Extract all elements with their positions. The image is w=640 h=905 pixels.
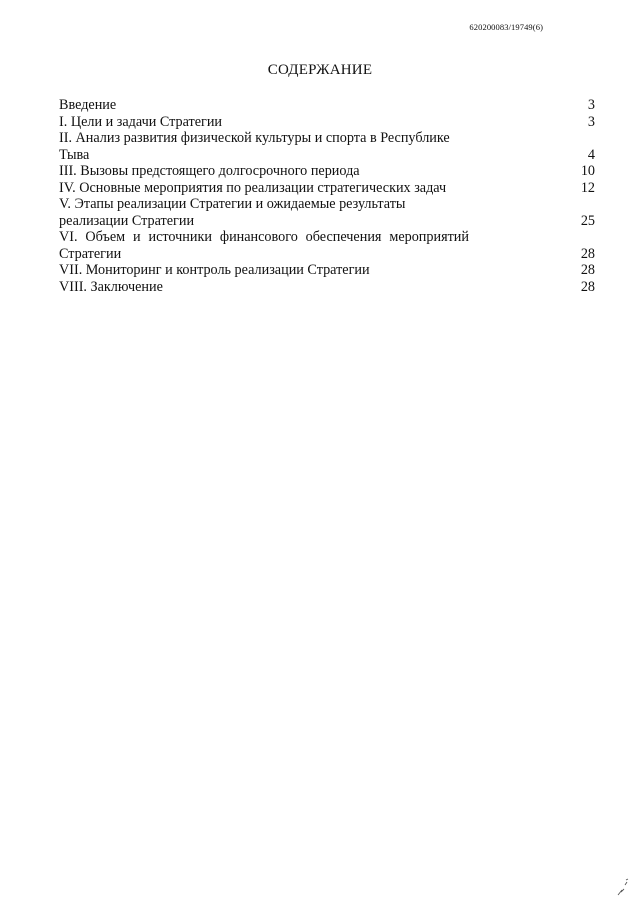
- toc-entry: [59, 279, 595, 296]
- toc-entry-page: 28: [580, 262, 595, 278]
- toc-entry-text: VIII. Заключение: [59, 278, 163, 295]
- toc-entry-text: IV. Основные мероприятия по реализации стратегических задач: [59, 179, 447, 196]
- toc-entry-text: VII. Мониторинг и контроль реализации Стратегии: [59, 262, 370, 278]
- toc-entry-page: 25: [580, 212, 595, 229]
- toc-entry-text: II. Анализ развития физической культуры и спорта в Республике Тыва: [59, 130, 450, 163]
- toc-entry-page: 4: [587, 146, 595, 163]
- toc-entry: [59, 262, 595, 279]
- toc-entry-page: 28: [580, 278, 595, 295]
- toc-entry-page: 12: [580, 179, 595, 196]
- toc-entry: [59, 229, 595, 262]
- toc-entry: [59, 130, 595, 163]
- toc-entry-text: I. Цели и задачи Стратегии: [59, 113, 223, 130]
- toc-entry-page: 3: [587, 113, 595, 130]
- toc-entry: [59, 97, 595, 114]
- toc-entry-text: III. Вызовы предстоящего долгосрочного периода: [59, 163, 360, 179]
- document-number: 620200083/19749(6): [469, 22, 543, 32]
- toc-entry-text: VI. Объем и источники финансового обеспечения мероприятий Стратегии: [59, 229, 469, 262]
- toc-entry: [59, 180, 595, 197]
- toc-entry-page: 10: [580, 163, 595, 179]
- toc-entry-text: V. Этапы реализации Стратегии и ожидаемые результаты реализации Стратегии: [59, 196, 406, 229]
- toc-entry-page: 28: [580, 245, 595, 262]
- toc-entry-text: Введение: [59, 97, 117, 113]
- toc-entry: [59, 196, 595, 229]
- toc-entry: [59, 163, 595, 180]
- toc-entry: [59, 114, 595, 131]
- toc-title: СОДЕРЖАНИЕ: [267, 62, 373, 78]
- toc-entry-page: 3: [587, 97, 595, 113]
- scan-mark-icon: [616, 877, 630, 897]
- table-of-contents: [59, 97, 595, 295]
